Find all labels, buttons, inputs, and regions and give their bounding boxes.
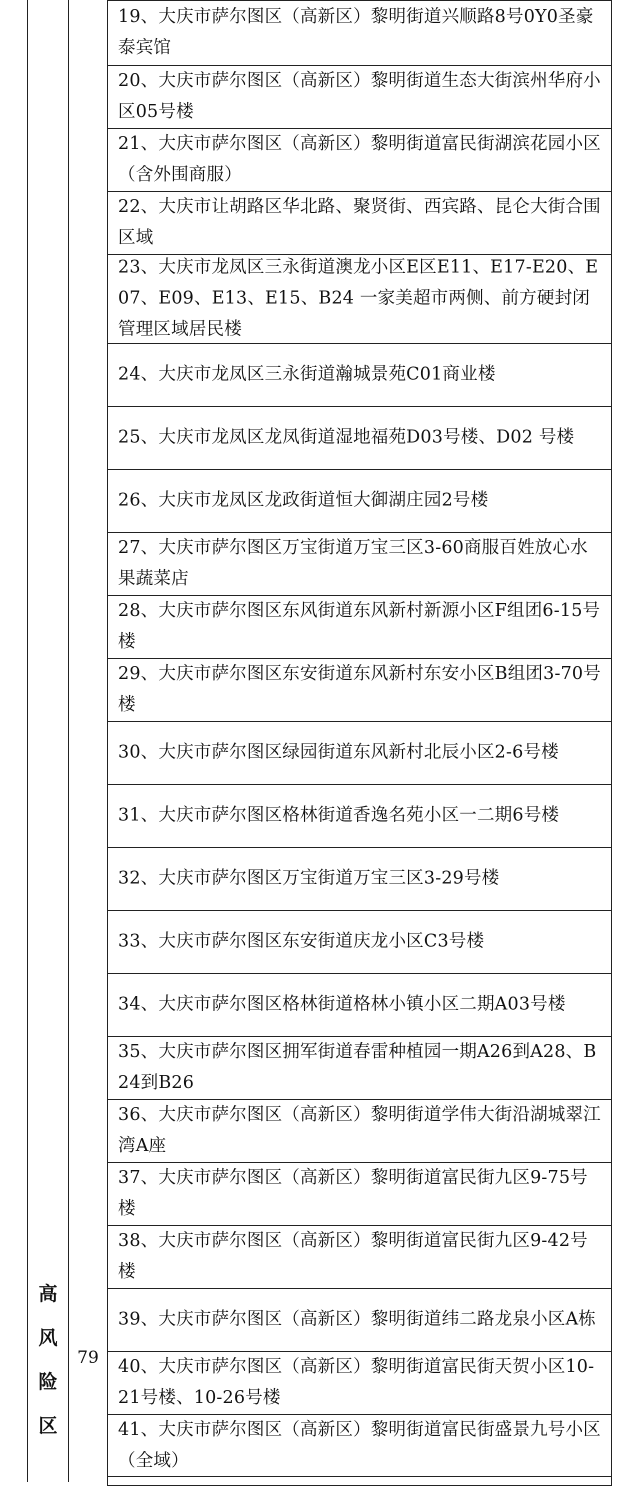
area-entry-text: 20、大庆市萨尔图区（高新区）黎明街道生态大街滨州华府小区05号楼 xyxy=(118,71,601,122)
table-row xyxy=(107,343,612,407)
table-row xyxy=(107,406,612,470)
table-row xyxy=(107,721,612,785)
area-entry-text: 21、大庆市萨尔图区（高新区）黎明街道富民街湖滨花园小区（含外围商服） xyxy=(118,134,601,185)
table-row xyxy=(107,65,612,129)
area-entry-text: 39、大庆市萨尔图区（高新区）黎明街道纬二路龙泉小区A栋 xyxy=(118,1309,597,1330)
table-row xyxy=(107,1162,612,1226)
table-row xyxy=(107,1351,612,1415)
area-entry-text: 32、大庆市萨尔图区万宝街道万宝三区3-29号楼 xyxy=(118,868,500,889)
area-entry-text: 31、大庆市萨尔图区格林街道香逸名苑小区一二期6号楼 xyxy=(118,805,560,826)
area-entry-text: 23、大庆市龙凤区三永街道澳龙小区E区E11、E17-E20、E07、E09、E13、E15、B24 一家美超市两侧、前方硬封闭管理区域居民楼 xyxy=(118,257,599,340)
risk-category-label xyxy=(28,1272,68,1448)
table-row xyxy=(107,1036,612,1100)
table-row xyxy=(107,973,612,1037)
table-row xyxy=(107,595,612,659)
table-row xyxy=(107,128,612,192)
table-row xyxy=(107,469,612,533)
area-entry-text: 30、大庆市萨尔图区绿园街道东风新村北辰小区2-6号楼 xyxy=(118,742,559,763)
area-entry-text: 33、大庆市萨尔图区东安街道庆龙小区C3号楼 xyxy=(118,931,485,952)
area-entry-text: 24、大庆市龙凤区三永街道瀚城景苑C01商业楼 xyxy=(118,364,496,385)
table-row xyxy=(107,0,612,66)
category-column-divider xyxy=(68,0,69,1482)
area-entry-text: 34、大庆市萨尔图区格林街道格林小镇小区二期A03号楼 xyxy=(118,994,566,1015)
table-row xyxy=(107,532,612,596)
table-row xyxy=(107,1288,612,1352)
table-row xyxy=(107,191,612,255)
table-row xyxy=(107,1225,612,1289)
category-char: 险 xyxy=(38,1371,58,1393)
table-row xyxy=(107,910,612,974)
area-entry-text: 35、大庆市萨尔图区拥军街道春雷种植园一期A26到A28、B24到B26 xyxy=(118,1042,597,1093)
table-row xyxy=(107,658,612,722)
area-entry-text: 37、大庆市萨尔图区（高新区）黎明街道富民街九区9-75号楼 xyxy=(118,1168,588,1219)
category-char: 区 xyxy=(38,1415,58,1437)
area-entry-text: 25、大庆市龙凤区龙凤街道湿地福苑D03号楼、D02 号楼 xyxy=(118,427,575,448)
table-left-border xyxy=(27,0,28,1482)
category-char: 风 xyxy=(38,1327,58,1349)
area-entry-text: 26、大庆市龙凤区龙政街道恒大御湖庄园2号楼 xyxy=(118,490,489,511)
area-entry-text: 36、大庆市萨尔图区（高新区）黎明街道学伟大街沿湖城翠江湾A座 xyxy=(118,1105,601,1156)
area-entry-text: 41、大庆市萨尔图区（高新区）黎明街道富民街盛景九号小区（全域） xyxy=(118,1419,601,1471)
area-count: 79 xyxy=(77,1348,99,1368)
category-char: 高 xyxy=(38,1283,58,1305)
area-entry-text: 22、大庆市让胡路区华北路、聚贤街、西宾路、昆仑大街合围区域 xyxy=(118,197,601,248)
table-row-partial xyxy=(107,1476,612,1486)
area-entry-text: 40、大庆市萨尔图区（高新区）黎明街道富民街天贺小区10-21号楼、10-26号楼 xyxy=(118,1357,595,1408)
table-row xyxy=(107,254,612,344)
table-row xyxy=(107,1414,612,1477)
area-entry-text: 28、大庆市萨尔图区东风街道东风新村新源小区F组团6-15号楼 xyxy=(118,601,601,652)
table-row xyxy=(107,784,612,848)
area-entry-text: 27、大庆市萨尔图区万宝街道万宝三区3-60商服百姓放心水果蔬菜店 xyxy=(118,538,588,589)
area-entry-text: 38、大庆市萨尔图区（高新区）黎明街道富民街九区9-42号楼 xyxy=(118,1231,588,1282)
table-row xyxy=(107,847,612,911)
area-entry-text: 29、大庆市萨尔图区东安街道东风新村东安小区B组团3-70号楼 xyxy=(118,664,601,715)
table-row xyxy=(107,1099,612,1163)
area-entry-text: 19、大庆市萨尔图区（高新区）黎明街道兴顺路8号0Y0圣豪泰宾馆 xyxy=(118,7,594,58)
